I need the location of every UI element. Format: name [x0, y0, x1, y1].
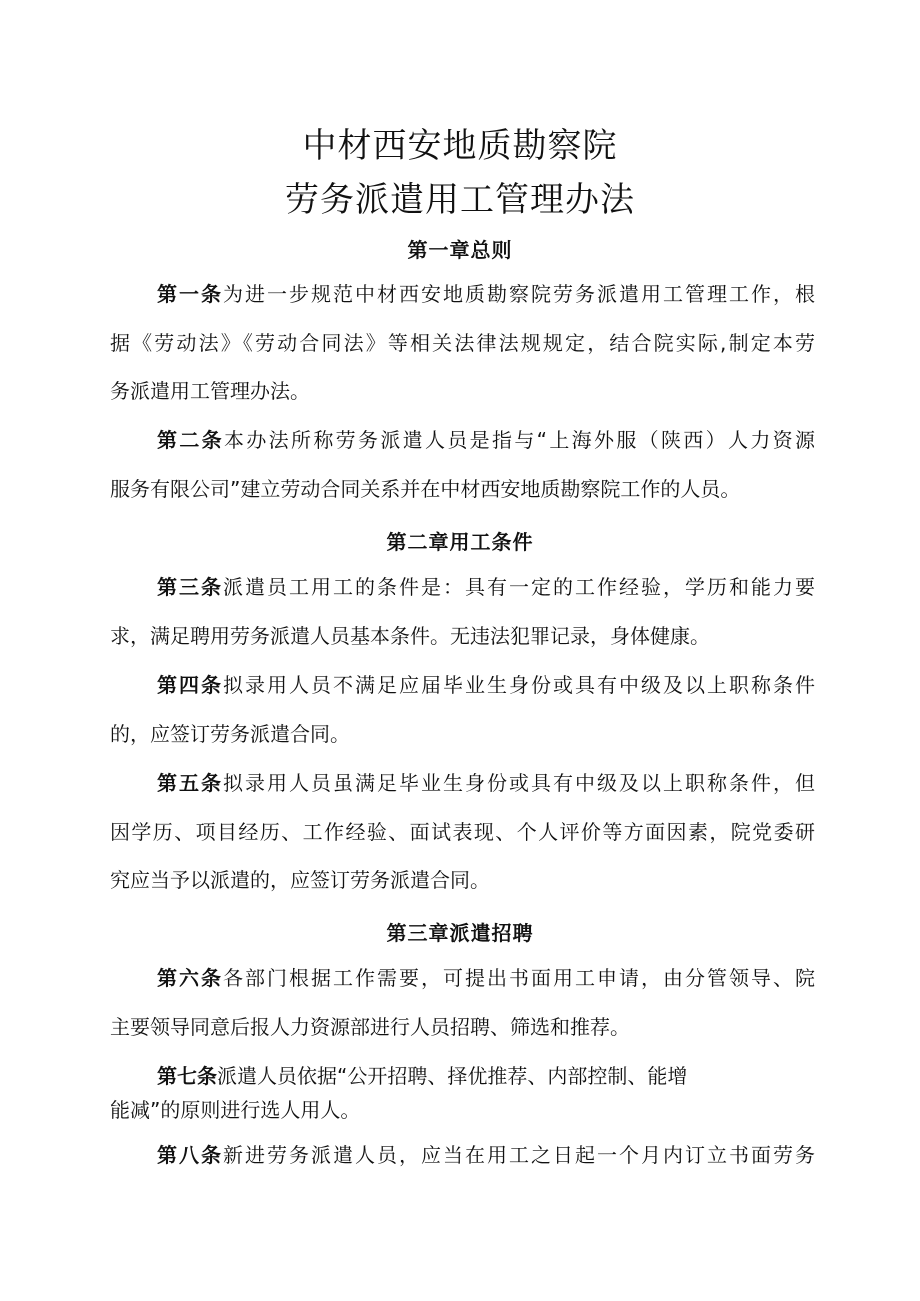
article-1-label: 第一条 — [157, 282, 223, 306]
article-7-line-1: 第七条派遣人员依据“公开招聘、择优推荐、内部控制、能增 — [157, 1064, 688, 1088]
article-3-line-1: 第三条派遣员工用工的条件是：具有一定的工作经验，学历和能力要 — [157, 575, 815, 599]
chapter-2-heading: 第二章用工条件 — [386, 530, 534, 554]
article-6-line-1: 第六条各部门根据工作需要，可提出书面用工申请，由分管领导、院 — [157, 966, 815, 990]
document-title-line-2: 劳务派遣用工管理办法 — [285, 180, 635, 220]
article-1-line-2: 据《劳动法》《劳动合同法》等相关法律法规规定，结合院实际,制定本劳 — [110, 331, 815, 355]
document-title-line-1: 中材西安地质勘察院 — [302, 126, 618, 166]
article-6-label: 第六条 — [157, 966, 223, 990]
article-2-line-1: 第二条本办法所称劳务派遣人员是指与“上海外服（陕西）人力资源 — [157, 428, 815, 452]
article-4-line-1: 第四条拟录用人员不满足应届毕业生身份或具有中级及以上职称条件 — [157, 673, 815, 697]
article-5-label: 第五条 — [157, 771, 223, 795]
article-5-line-2: 因学历、项目经历、工作经验、面试表现、个人评价等方面因素，院党委研 — [110, 820, 815, 844]
article-1-line-1: 第一条为进一步规范中材西安地质勘察院劳务派遣用工管理工作，根 — [157, 282, 815, 306]
article-3-line-2: 求，满足聘用劳务派遣人员基本条件。无违法犯罪记录，身体健康。 — [110, 624, 710, 648]
article-4-label: 第四条 — [157, 673, 223, 697]
article-2-label: 第二条 — [157, 428, 224, 452]
article-7-line-2: 能减”的原则进行选人用人。 — [110, 1098, 361, 1122]
article-4-line-2: 的，应签订劳务派遣合同。 — [110, 722, 350, 746]
article-7-label: 第七条 — [157, 1064, 217, 1088]
article-6-line-2: 主要领导同意后报人力资源部进行人员招聘、筛选和推荐。 — [110, 1015, 630, 1039]
article-8-label: 第八条 — [157, 1143, 223, 1167]
article-5-line-3: 究应当予以派遣的，应签订劳务派遣合同。 — [110, 868, 490, 892]
article-2-line-2: 服务有限公司”建立劳动合同关系并在中材西安地质勘察院工作的人员。 — [110, 477, 741, 501]
chapter-1-heading: 第一章总则 — [407, 238, 513, 262]
article-1-line-3: 务派遣用工管理办法。 — [110, 379, 310, 403]
article-3-label: 第三条 — [157, 575, 223, 599]
article-8-line-1: 第八条新进劳务派遣人员，应当在用工之日起一个月内订立书面劳务 — [157, 1143, 815, 1167]
article-5-line-1: 第五条拟录用人员虽满足毕业生身份或具有中级及以上职称条件，但 — [157, 771, 815, 795]
chapter-3-heading: 第三章派遣招聘 — [386, 921, 534, 945]
